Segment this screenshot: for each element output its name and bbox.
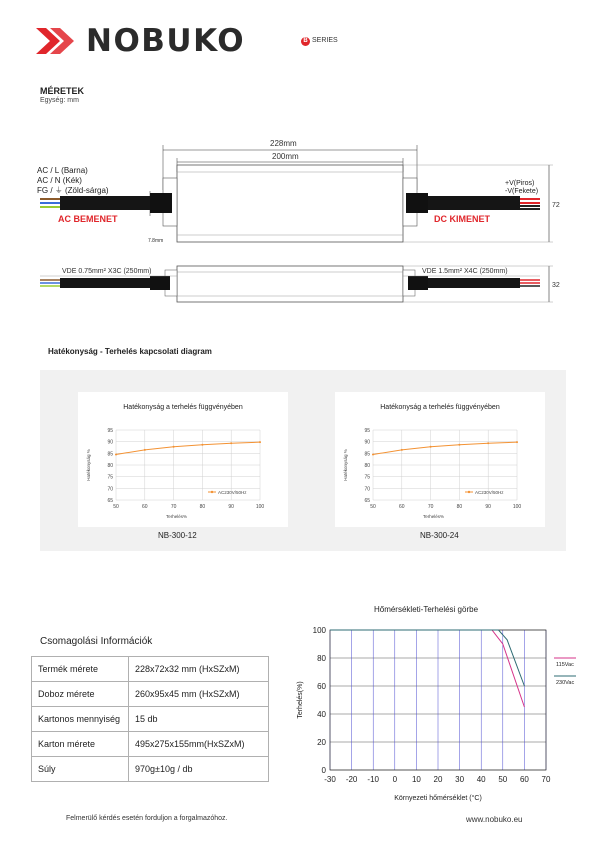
x-tick-label: -20	[345, 775, 358, 784]
x-tick-label: -30	[324, 775, 336, 784]
data-point	[259, 441, 261, 443]
length-total-label: 228mm	[270, 139, 297, 148]
table-cell-value: 970g±10g / db	[129, 757, 269, 782]
table-cell-label: Súly	[32, 757, 129, 782]
x-tick-label: 60	[142, 504, 148, 510]
y-tick-label: 20	[317, 738, 326, 747]
x-tick-label: 70	[541, 775, 551, 784]
data-point	[230, 442, 232, 444]
chart-title: Hatékonyság a terhelés függvényében	[380, 404, 500, 411]
x-tick-label: 10	[411, 775, 421, 784]
dc-output-label: DC KIMENET	[434, 214, 490, 224]
data-point	[201, 444, 203, 446]
table-cell-label: Karton mérete	[32, 732, 129, 757]
y-tick-label: 60	[317, 682, 326, 691]
x-tick-label: 50	[113, 504, 119, 510]
data-point	[372, 454, 374, 456]
y-tick-label: 70	[107, 486, 113, 493]
y-axis-label: Hatékonyság %	[343, 449, 348, 481]
efficiency-section-title: Hatékonyság - Terhelés kapcsolati diagram	[48, 347, 212, 356]
series-badge: B	[301, 37, 310, 46]
table-cell-value: 228x72x32 mm (HxSZxM)	[129, 657, 269, 682]
data-point	[115, 454, 117, 456]
dimension-drawing	[0, 0, 600, 330]
x-tick-label: 40	[476, 775, 486, 784]
data-point	[144, 449, 146, 451]
chart-title: Hatékonyság a terhelés függvényében	[123, 404, 243, 411]
x-axis-label: Környezeti hőmérséklet (°C)	[394, 795, 482, 802]
table-cell-label: Kartonos mennyiség	[32, 707, 129, 732]
y-tick-label: 80	[364, 463, 370, 469]
legend-marker	[211, 491, 213, 493]
data-point	[401, 449, 403, 451]
y-axis-label: Terhelés(%)	[297, 681, 304, 719]
x-axis-label: Terhelés%	[166, 514, 188, 519]
data-point	[173, 446, 175, 448]
data-point	[430, 446, 432, 448]
y-tick-label: 65	[364, 498, 370, 504]
y-tick-label: 95	[107, 428, 113, 434]
x-tick-label: 80	[456, 504, 463, 510]
y-axis-label: Hatékonyság %	[86, 449, 91, 481]
cable-in-label: VDE 0.75mm² X3C (250mm)	[62, 268, 152, 275]
x-axis-label: Terhelés%	[423, 514, 445, 519]
wire-label-neg: -V(Fekete)	[505, 188, 539, 195]
efficiency-chart-nb-300-12	[78, 392, 288, 527]
y-tick-label: 100	[312, 626, 326, 635]
wire-label-l: AC / L (Barna)	[37, 166, 88, 175]
footer-note: Felmerülő kérdés esetén forduljon a forgalmazóhoz.	[66, 815, 228, 822]
table-row	[32, 732, 269, 757]
y-tick-label: 65	[107, 498, 113, 504]
x-tick-label: 100	[255, 504, 265, 510]
x-tick-label: 60	[519, 775, 529, 784]
ac-input-label: AC BEMENET	[58, 214, 118, 224]
x-tick-label: -10	[367, 775, 379, 784]
y-tick-label: 80	[317, 654, 326, 663]
table-cell-label: Doboz mérete	[32, 682, 129, 707]
x-tick-label: 90	[485, 504, 491, 510]
packaging-title: Csomagolási Információk	[40, 636, 153, 647]
legend-label: 115Vac	[556, 662, 574, 668]
x-tick-label: 90	[228, 504, 234, 510]
wire-label-pos: +V(Piros)	[505, 180, 535, 187]
table-cell-value: 15 db	[129, 707, 269, 732]
data-point	[487, 442, 489, 444]
table-cell-label: Termék mérete	[32, 657, 129, 682]
y-tick-label: 85	[107, 451, 113, 458]
x-tick-label: 80	[199, 504, 206, 510]
data-point	[516, 441, 518, 443]
data-point	[458, 444, 460, 446]
cable-out-label: VDE 1.5mm² X4C (250mm)	[422, 268, 508, 275]
y-tick-label: 80	[107, 463, 113, 469]
legend-label: 230Vac	[556, 680, 575, 686]
x-tick-label: 100	[512, 504, 522, 510]
legend-label: AC230V/50Hz	[218, 490, 247, 495]
depth-label: 32	[552, 282, 560, 289]
y-tick-label: 40	[317, 710, 326, 719]
y-tick-label: 95	[364, 428, 370, 434]
table-cell-value: 260x95x45 mm (HxSZxM)	[129, 682, 269, 707]
dimensions-title: MÉRETEK	[40, 86, 85, 96]
y-tick-label: 85	[364, 451, 370, 458]
y-tick-label: 90	[364, 439, 370, 446]
packaging-table	[31, 656, 269, 782]
dimensions-unit: Egység: mm	[40, 97, 79, 104]
wire-label-fg: FG / ⏚ (Zöld-sárga)	[37, 186, 109, 195]
table-row	[32, 757, 269, 782]
chart-title: Hőmérsékleti-Terhelési görbe	[373, 605, 479, 614]
x-tick-label: 50	[498, 775, 508, 784]
model-label-24: NB-300-24	[420, 531, 459, 540]
wire-label-n: AC / N (Kék)	[37, 176, 82, 185]
table-row	[32, 657, 269, 682]
y-tick-label: 0	[321, 766, 326, 775]
x-tick-label: 70	[427, 504, 434, 510]
height-label: 72	[552, 202, 560, 209]
brand-logo: NOBUKO	[86, 23, 246, 59]
y-tick-label: 75	[107, 474, 113, 481]
temperature-load-chart	[296, 600, 596, 810]
y-tick-label: 90	[107, 439, 113, 446]
x-tick-label: 0	[392, 775, 398, 784]
legend-label: AC230V/50Hz	[475, 490, 504, 495]
series-label: SERIES	[312, 37, 338, 44]
footer-website[interactable]: www.nobuko.eu	[466, 815, 523, 824]
x-tick-label: 70	[170, 504, 177, 510]
table-cell-value: 495x275x155mm(HxSZxM)	[129, 732, 269, 757]
x-tick-label: 30	[455, 775, 465, 784]
x-tick-label: 20	[433, 775, 443, 784]
y-tick-label: 70	[364, 486, 370, 493]
efficiency-chart-nb-300-24	[335, 392, 545, 527]
series-line	[330, 630, 524, 707]
length-body-label: 200mm	[272, 152, 299, 161]
hole-label: 7.8mm	[148, 238, 164, 244]
legend-marker	[468, 491, 470, 493]
table-row	[32, 682, 269, 707]
table-row	[32, 707, 269, 732]
x-tick-label: 60	[399, 504, 405, 510]
x-tick-label: 50	[370, 504, 376, 510]
model-label-12: NB-300-12	[158, 531, 197, 540]
y-tick-label: 75	[364, 474, 370, 481]
